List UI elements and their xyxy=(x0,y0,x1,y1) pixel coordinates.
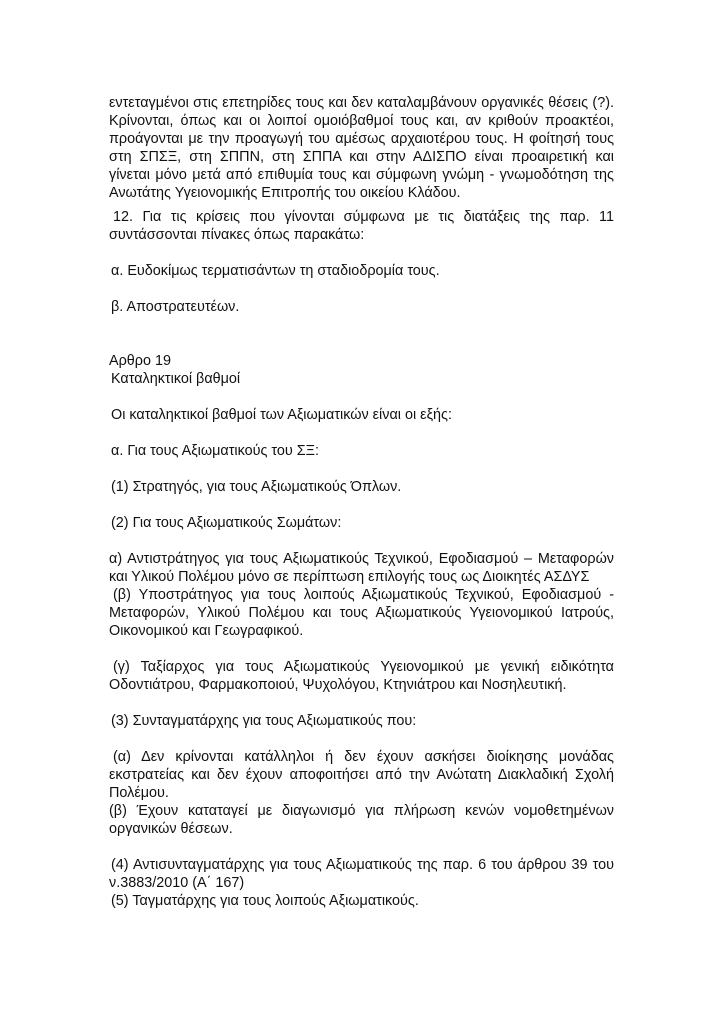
sub-item-3b: (β) Έχουν καταταγεί με διαγωνισμό για πλήρωση κενών νομοθετημένων οργανικών θέσεων. xyxy=(109,803,614,837)
list-item-4: (4) Αντισυνταγματάρχης για τους Αξιωματικούς της παρ. 6 του άρθρου 39 του ν.3883/2010 (Α΄ 167) xyxy=(109,857,614,891)
article-heading: Αρθρο 19 xyxy=(109,353,171,369)
list-item-a: α. Ευδοκίμως τερματισάντων τη σταδιοδρομία τους. xyxy=(111,263,440,279)
sub-item-b: (β) Υποστράτηγος για τους λοιπούς Αξιωματικούς Τεχνικού, Εφοδιασμού - Μεταφορών, Υλικού Πολέμου και τους Αξιωματικούς Υγειονομικού Ιατρούς, Οικονομικού και Γεωγραφικού. xyxy=(109,587,614,639)
list-item-b: β. Αποστρατευτέων. xyxy=(111,299,240,315)
list-item-5: (5) Ταγματάρχης για τους λοιπούς Αξιωματικούς. xyxy=(111,893,419,909)
sub-item-c: (γ) Ταξίαρχος για τους Αξιωματικούς Υγειονομικού με γενική ειδικότητα Οδοντιάτρου, Φαρμακοποιού, Ψυχολόγου, Κτηνιάτρου και Νοσηλευτική. xyxy=(109,659,614,693)
article-title: Καταληκτικοί βαθμοί xyxy=(111,371,241,387)
sub-item-3a: (α) Δεν κρίνονται κατάλληλοι ή δεν έχουν ασκήσει διοίκησης μονάδας εκστρατείας και δεν έχουν αποφοιτήσει από την Ανώτατη Διακλαδική Σχολή Πολέμου. xyxy=(109,749,614,801)
list-item-2: (2) Για τους Αξιωματικούς Σωμάτων: xyxy=(111,515,342,531)
paragraph-12: 12. Για τις κρίσεις που γίνονται σύμφωνα με τις διατάξεις της παρ. 11 συντάσσονται πίνακες όπως παρακάτω: xyxy=(109,209,614,243)
list-item-a-army: α. Για τους Αξιωματικούς του ΣΞ: xyxy=(111,443,320,459)
sub-item-a: α) Αντιστράτηγος για τους Αξιωματικούς Τεχνικού, Εφοδιασμού – Μεταφορών και Υλικού Πολέμου μόνο σε περίπτωση επιλογής τους ως Διοικητές ΑΣΔΥΣ xyxy=(109,551,614,585)
paragraph-intro: Οι καταληκτικοί βαθμοί των Αξιωματικών είναι οι εξής: xyxy=(111,407,452,423)
list-item-1: (1) Στρατηγός, για τους Αξιωματικούς Όπλων. xyxy=(111,479,402,495)
paragraph-continuation: εντεταγμένοι στις επετηρίδες τους και δεν καταλαμβάνουν οργανικές θέσεις (?). Κρίνονται, όπως και οι λοιποί ομοιόβαθμοί τους και, αν κριθούν προακτέοι, προάγονται με την προαγωγή του αμέσως αρχαιοτέρου τους. Η φοίτησή τους στη ΣΠΣΞ, στη ΣΠΠΝ, στη ΣΠΠΑ και στην ΑΔΙΣΠΟ είναι προαιρετική και γίνεται μόνο μετά από επιθυμία τους και σύμφωνη γνώμη - γνωμοδότηση της Ανωτάτης Υγειονομικής Επιτροπής του οικείου Κλάδου. xyxy=(109,95,614,201)
list-item-3: (3) Συνταγματάρχης για τους Αξιωματικούς που: xyxy=(111,713,417,729)
